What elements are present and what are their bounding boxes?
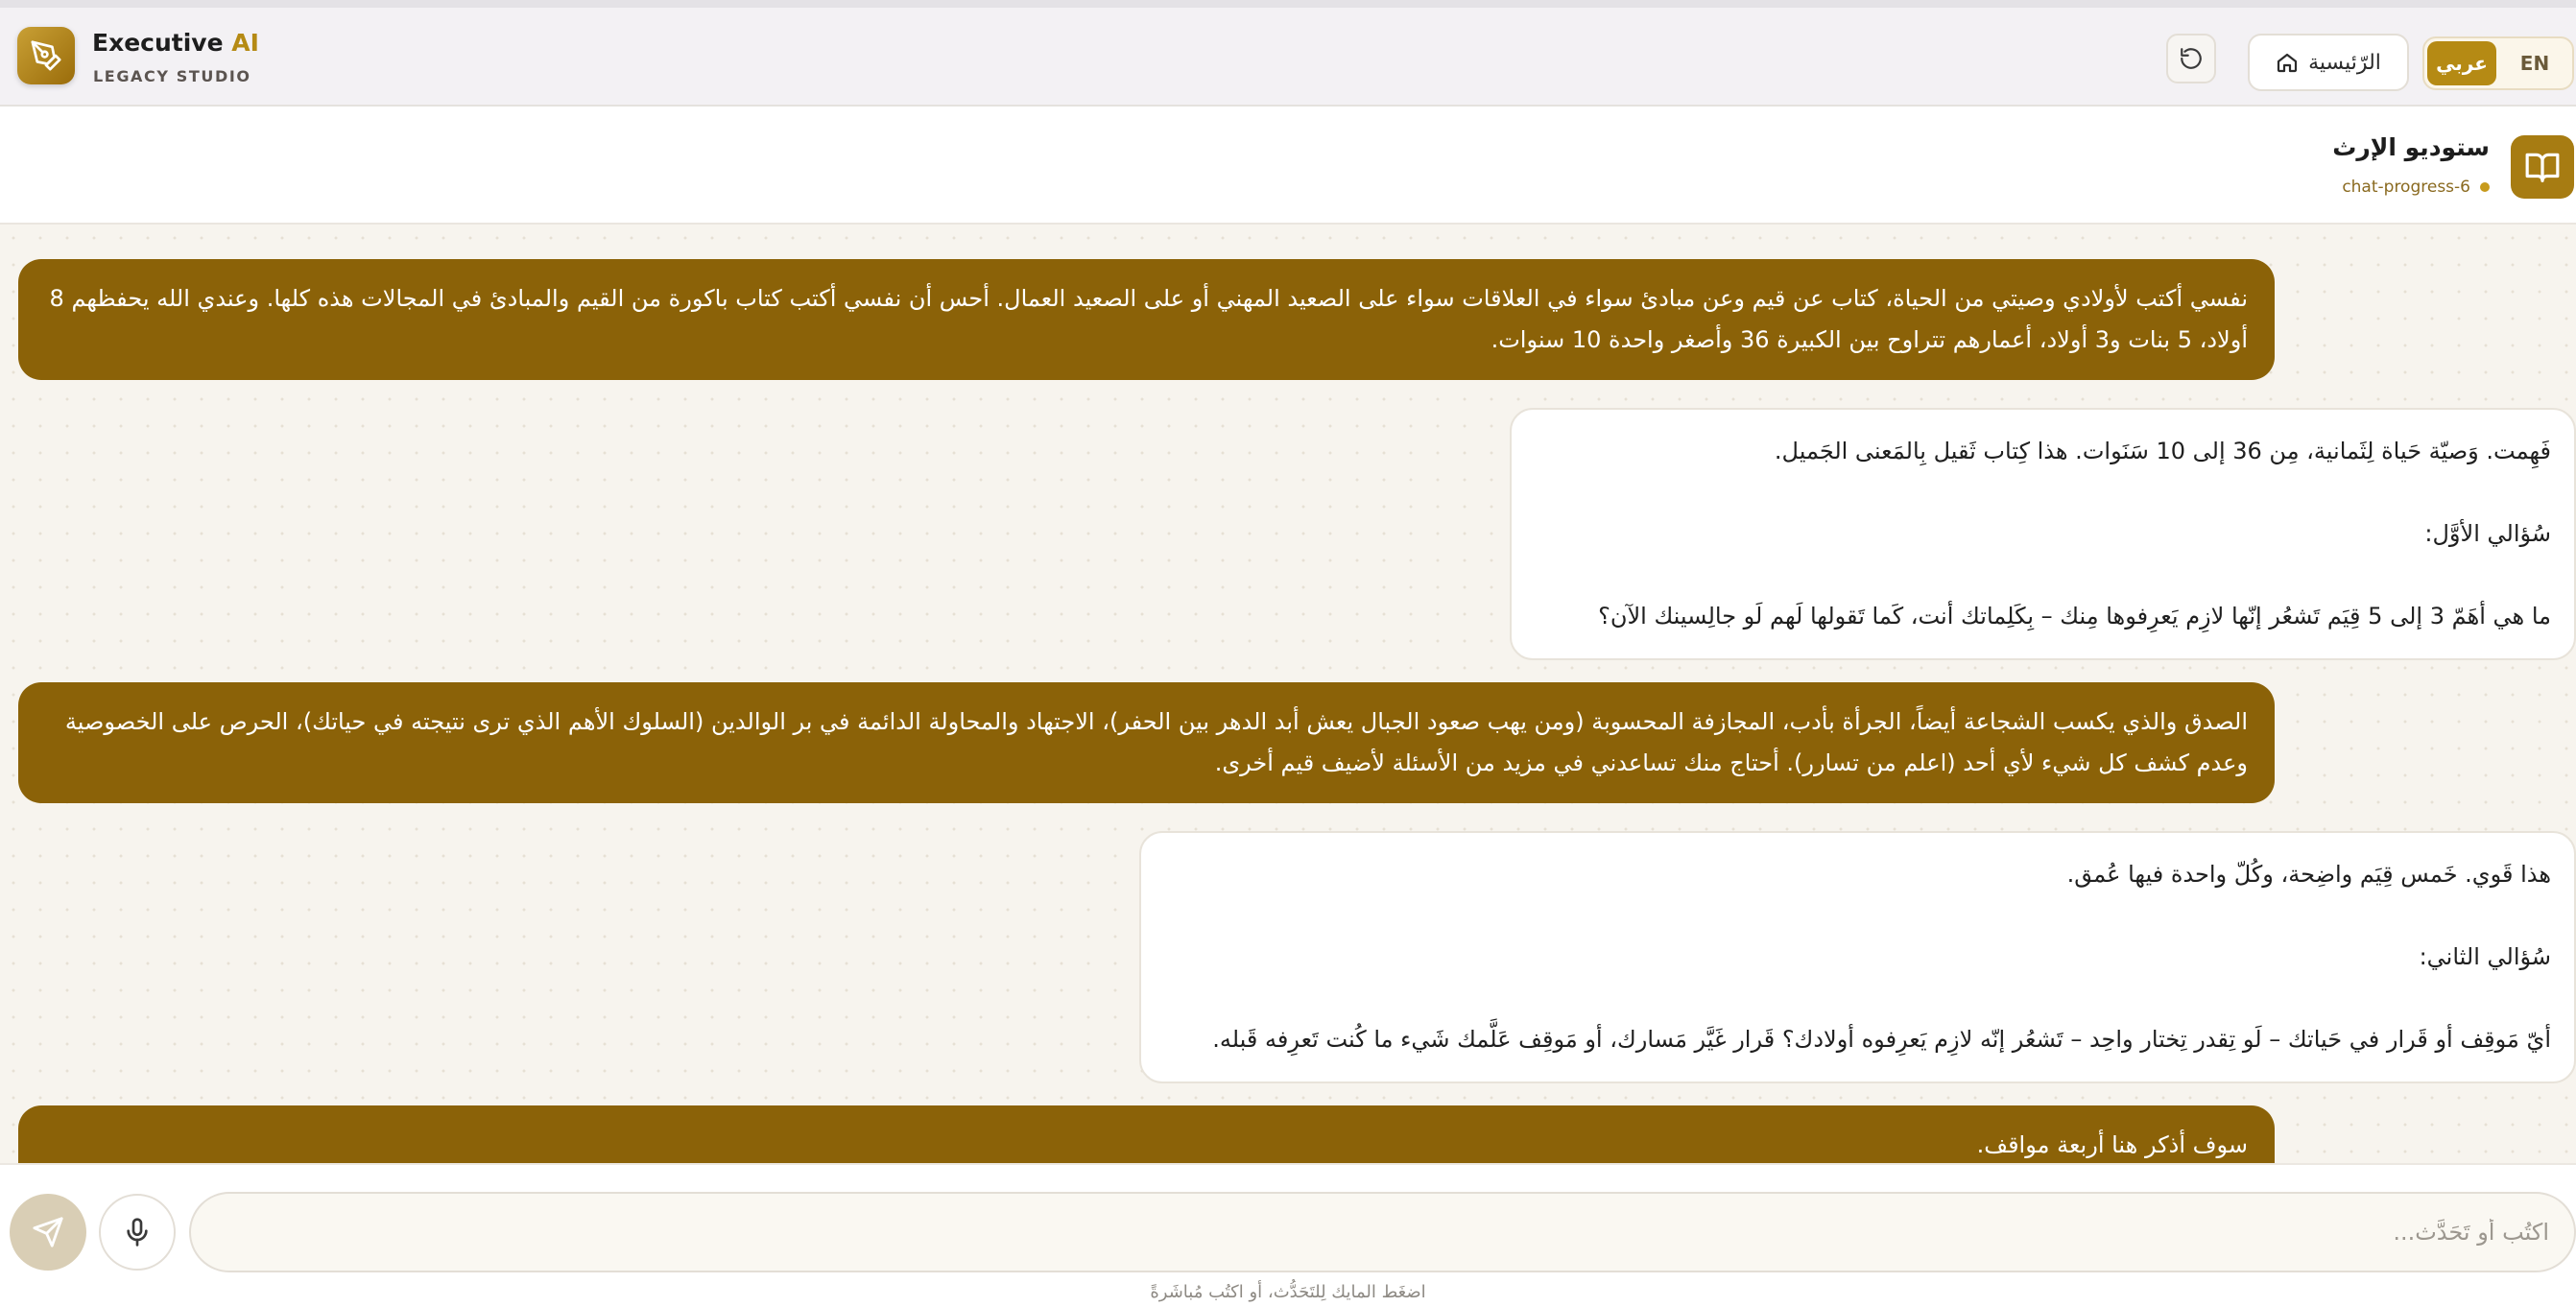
user-message: نفسي أكتب لأولادي وصيتي من الحياة، كتاب عن قيم وعن مبادئ سواء في العلاقات سواء على الصعيد المهني أو على الصعيد العمال. أحس أن نفسي أكتب كتاب باكورة من القيم والمبادئ في المجالات هذه كلها. وعندي الله يحفظهم 8 أولاد، 5 بنات و3 أولاد، أعمارهم تتراوح بين الكبيرة 36 وأصغر واحدة 10 سنوات. — [18, 259, 2275, 380]
open-book-icon — [2511, 135, 2574, 199]
session-indicator — [2342, 178, 2490, 197]
microphone-icon — [122, 1217, 153, 1248]
brand-name — [92, 29, 259, 57]
assistant-message: فَهِمت. وَصيّة حَياة لِثَمانية، مِن 36 إلى 10 سَنَوات. هذا كِتاب ثَقيل بِالمَعنى الجَميل. سُؤالي الأوَّل: ما هي أهَمّ 3 إلى 5 قِيَم تَشعُر إنّها لازِم يَعرِفوها مِنك – بِكَلِماتك أنت، كَما تَقولها لَهم لَو جالِسينك الآن؟ — [1510, 408, 2576, 660]
brand-name-accent: AI — [231, 29, 259, 57]
refresh-button[interactable] — [2166, 34, 2216, 83]
composer — [0, 1163, 2576, 1307]
home-icon — [2276, 51, 2299, 74]
user-message: الصدق والذي يكسب الشجاعة أيضاً، الجرأة بأدب، المجازفة المحسوبة (ومن يهب صعود الجبال يعش أبد الدهر بين الحفر)، الاجتهاد والمحاولة الدائمة في بر الوالدين (السلوك الأهم الذي ترى نتيجته في حياتك)، الحرص على الخصوصية وعدم كشف كل شيء لأي أحد (اعلم من تسارر). أحتاج منك تساعدني في مزيد من الأسئلة لأضيف قيم أخرى. — [18, 682, 2275, 803]
pen-nib-icon — [17, 27, 75, 84]
chat-thread[interactable] — [0, 225, 2576, 1163]
studio-header — [0, 107, 2576, 225]
home-label: الرّئيسية — [2308, 50, 2381, 75]
assistant-message: هذا قَوي. خَمس قِيَم واضِحة، وكُلّ واحدة فيها عُمق. سُؤالي الثاني: أيّ مَوقِف أو قَرار في حَياتك – لَو تِقدر تِختار واحِد – تَشعُر إنّه لازِم يَعرِفوه أولادك؟ قَرار غَيَّر مَسارك، أو مَوقِف عَلَّمك شَيء ما كُنت تَعرِفه قَبله. — [1139, 831, 2576, 1083]
send-icon — [32, 1216, 64, 1248]
refresh-icon — [2179, 46, 2204, 71]
top-app-bar — [0, 0, 2576, 107]
studio-title: ستوديو الإرث — [2332, 133, 2490, 161]
status-dot — [2480, 182, 2490, 192]
user-message: سوف أذكر هنا أربعة مواقف. — [18, 1105, 2275, 1163]
home-button[interactable] — [2248, 34, 2409, 91]
composer-hint: اضغَط المايك لِلتَحَدُّث، أو اكتُب مُباشَرةً — [1150, 1282, 1426, 1302]
brand-name-main: Executive — [92, 29, 232, 57]
lang-option-arabic[interactable]: عربي — [2427, 41, 2496, 85]
lang-option-english[interactable]: EN — [2519, 52, 2550, 75]
session-id: chat-progress-6 — [2342, 178, 2470, 197]
message-input[interactable] — [189, 1192, 2576, 1272]
brand-subtitle: LEGACY STUDIO — [93, 67, 251, 85]
send-button[interactable] — [10, 1194, 86, 1271]
language-switcher — [2422, 36, 2574, 90]
microphone-button[interactable] — [99, 1194, 176, 1271]
